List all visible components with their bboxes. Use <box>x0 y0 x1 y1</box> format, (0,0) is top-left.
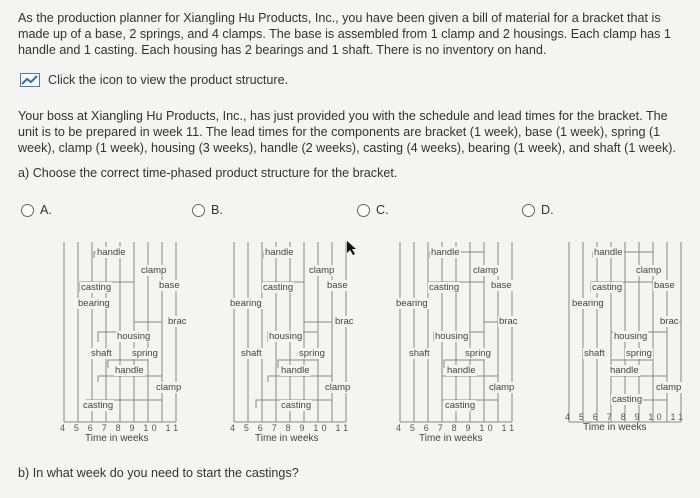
option-c-chart <box>394 232 518 444</box>
label-brac: brac <box>168 316 187 327</box>
option-a-chart <box>58 232 187 444</box>
x-axis-label: Time in weeks <box>419 433 483 444</box>
chart-icon[interactable] <box>20 73 40 87</box>
label-casting: casting <box>429 282 460 293</box>
radio-c[interactable] <box>357 204 370 217</box>
label-housing: housing <box>269 331 303 342</box>
label-handle: handle <box>594 247 623 258</box>
label-handle-2: handle <box>610 365 639 376</box>
label-casting-2: casting <box>612 394 643 405</box>
label-casting-2: casting <box>445 400 476 411</box>
option-b-chart <box>228 232 352 444</box>
label-casting: casting <box>592 282 623 293</box>
label-shaft: shaft <box>91 348 112 359</box>
x-ticks: 4 5 6 7 8 9 10 11 <box>396 423 518 433</box>
label-clamp-2: clamp <box>156 382 182 393</box>
label-clamp: clamp <box>141 265 167 276</box>
label-handle: handle <box>97 247 126 258</box>
question-b: b) In what week do you need to start the castings? <box>18 466 299 480</box>
label-base: base <box>159 280 180 291</box>
label-handle-2: handle <box>281 365 310 376</box>
label-spring: spring <box>132 348 158 359</box>
radio-b[interactable] <box>192 204 205 217</box>
label-brac: brac <box>335 316 354 327</box>
label-handle: handle <box>431 247 460 258</box>
label-base: base <box>654 280 675 291</box>
x-axis-label: Time in weeks <box>583 422 647 433</box>
mouse-cursor-icon <box>347 241 357 255</box>
label-bearing: bearing <box>572 298 604 309</box>
label-shaft: shaft <box>409 348 430 359</box>
label-handle-2: handle <box>115 365 144 376</box>
label-brac: brac <box>499 316 518 327</box>
option-d-chart <box>563 232 687 444</box>
label-shaft: shaft <box>584 348 605 359</box>
label-spring: spring <box>465 348 491 359</box>
label-base: base <box>491 280 512 291</box>
question-a: a) Choose the correct time-phased product structure for the bracket. <box>18 166 398 180</box>
schedule-text: Your boss at Xiangling Hu Products, Inc., has just provided you with the schedule and lead times for the bracket. The unit is to be prepared in week 11. The lead times for the components are bracket (1 week), base (1 week), spring (1 week), clamp (1 week), housing (3 weeks), handle (2 weeks), casting (4 weeks), bearing (1 week), and shaft (1 week). <box>18 109 676 155</box>
label-housing: housing <box>435 331 469 342</box>
label-spring: spring <box>299 348 325 359</box>
hint-text: Click the icon to view the product structure. <box>48 73 289 87</box>
label-bearing: bearing <box>230 298 262 309</box>
x-ticks: 4 5 6 7 8 9 10 11 <box>60 423 182 433</box>
label-clamp: clamp <box>473 265 499 276</box>
label-handle: handle <box>265 247 294 258</box>
label-clamp: clamp <box>309 265 335 276</box>
label-spring: spring <box>626 348 652 359</box>
x-axis-label: Time in weeks <box>85 433 149 444</box>
label-clamp-2: clamp <box>325 382 351 393</box>
label-clamp: clamp <box>636 265 662 276</box>
label-housing: housing <box>614 331 648 342</box>
label-clamp-2: clamp <box>656 382 682 393</box>
x-axis-label: Time in weeks <box>255 433 319 444</box>
label-handle-2: handle <box>447 365 476 376</box>
label-casting-2: casting <box>83 400 114 411</box>
option-a[interactable]: A. <box>21 203 52 217</box>
label-base: base <box>327 280 348 291</box>
option-b[interactable]: B. <box>192 203 223 217</box>
radio-d[interactable] <box>522 204 535 217</box>
product-structure-link[interactable] <box>20 73 288 87</box>
label-casting-2: casting <box>281 400 312 411</box>
radio-a[interactable] <box>21 204 34 217</box>
label-clamp-2: clamp <box>489 382 515 393</box>
label-shaft: shaft <box>241 348 262 359</box>
label-brac: brac <box>660 316 679 327</box>
label-casting: casting <box>263 282 294 293</box>
x-ticks: 4 5 6 7 8 9 10 11 <box>230 423 352 433</box>
label-bearing: bearing <box>78 298 110 309</box>
option-c[interactable]: C. <box>357 203 389 217</box>
label-casting: casting <box>81 282 112 293</box>
problem-intro: As the production planner for Xiangling Hu Products, Inc., you have been given a bill of material for a bracket that is made up of a base, 2 springs, and 4 clamps. The base is assembled from 1 clamp and 2 housings. Each clamp has 1 handle and 1 casting. Each housing has 2 bearings and 1 shaft. There is no inventory on hand. <box>18 11 671 57</box>
label-bearing: bearing <box>396 298 428 309</box>
option-d[interactable]: D. <box>522 203 554 217</box>
x-ticks: 4 5 6 7 8 9 10 11 <box>565 412 687 422</box>
label-housing: housing <box>117 331 151 342</box>
